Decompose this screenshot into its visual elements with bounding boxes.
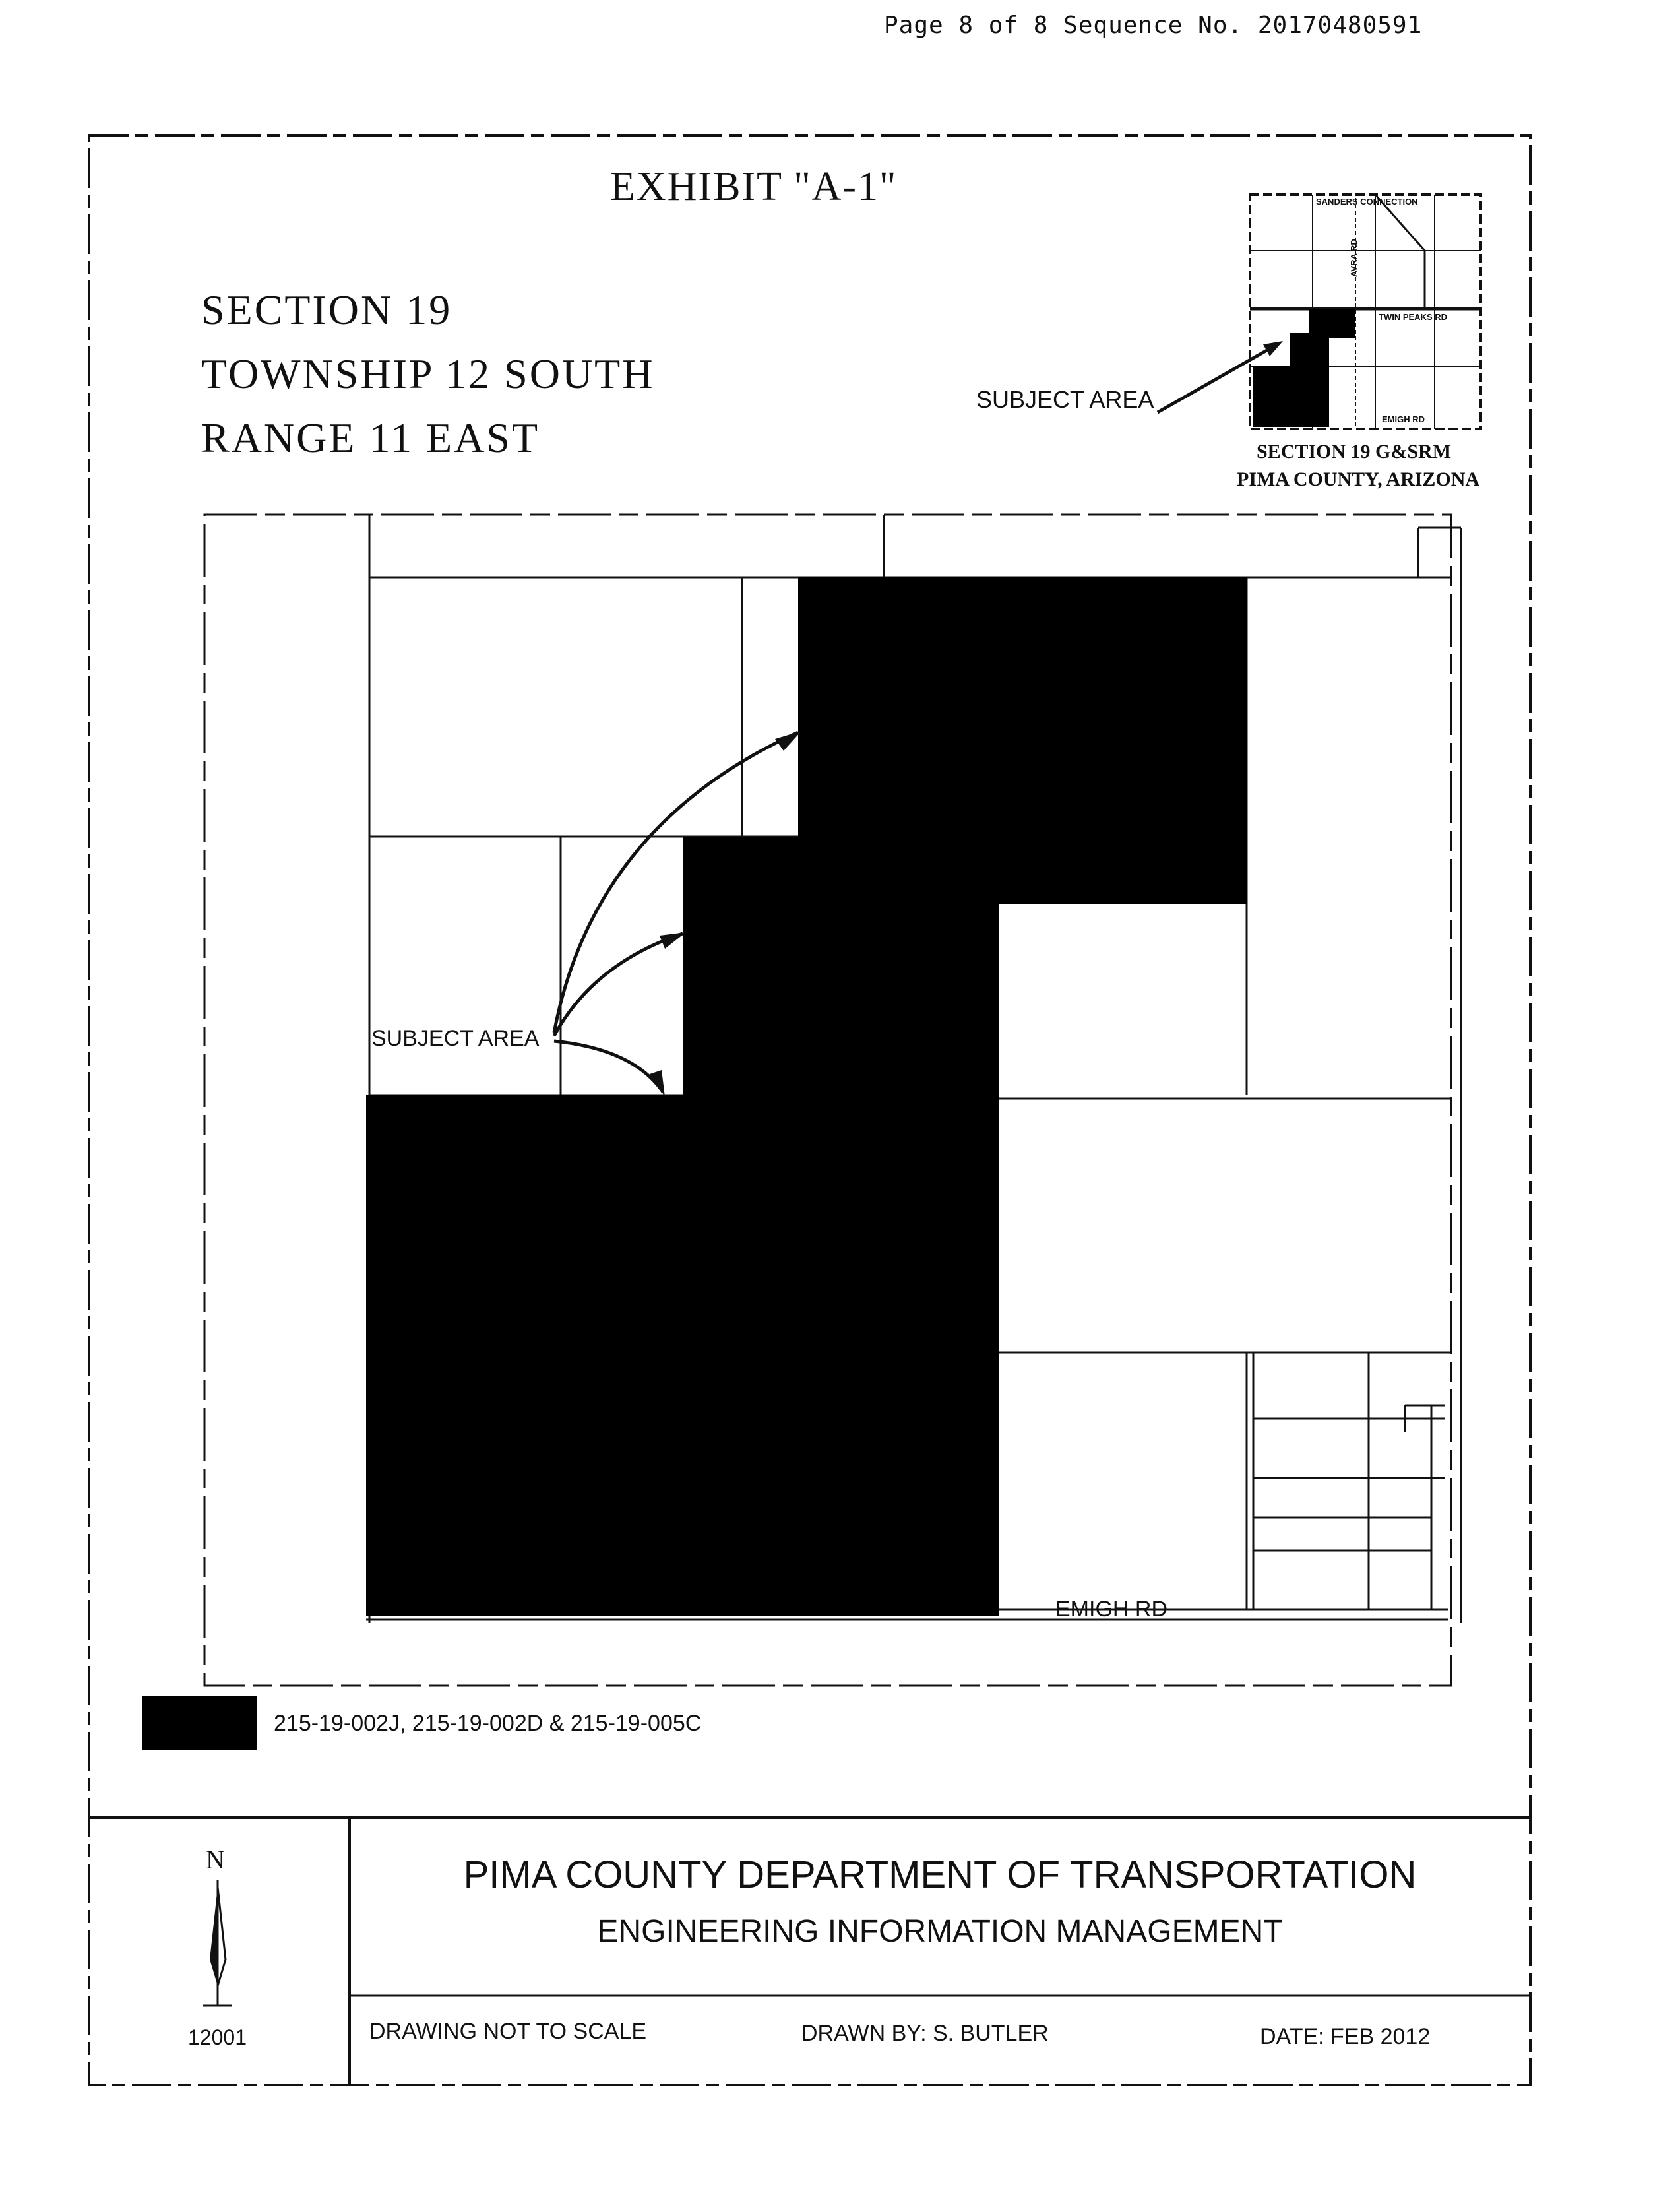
subject-parcels bbox=[366, 577, 1247, 1616]
arrow-to-middle-parcel bbox=[554, 934, 683, 1036]
section-label: SECTION 19 bbox=[201, 286, 452, 333]
inset-subject-area-label: SUBJECT AREA bbox=[976, 386, 1154, 413]
inset-road-twin-peaks: TWIN PEAKS RD bbox=[1379, 312, 1447, 322]
emigh-road-label: EMIGH RD bbox=[1055, 1597, 1167, 1622]
township-label: TOWNSHIP 12 SOUTH bbox=[201, 350, 655, 397]
subject-area-label: SUBJECT AREA bbox=[371, 1026, 540, 1051]
parcel-middle bbox=[683, 837, 999, 1100]
inset-subject-parcels bbox=[1253, 309, 1355, 427]
legend-parcels-label: 215-19-002J, 215-19-002D & 215-19-005C bbox=[274, 1711, 702, 1736]
inset-road-sanders: SANDERS CONNECTION bbox=[1316, 197, 1418, 207]
map-number: 12001 bbox=[188, 2025, 247, 2049]
legend-swatch bbox=[142, 1696, 257, 1750]
department-title: PIMA COUNTY DEPARTMENT OF TRANSPORTATION bbox=[463, 1853, 1417, 1896]
inset-arrow-head bbox=[1263, 341, 1283, 356]
inset-road-avra: AVRA RD bbox=[1349, 239, 1359, 277]
inset-road-emigh: EMIGH RD bbox=[1382, 414, 1425, 424]
scale-note: DRAWING NOT TO SCALE bbox=[369, 2019, 647, 2044]
north-letter: N bbox=[206, 1845, 225, 1874]
arrow-to-south-parcel bbox=[554, 1041, 663, 1092]
exhibit-title: EXHIBIT "A-1" bbox=[610, 164, 898, 209]
inset-caption-county: PIMA COUNTY, ARIZONA bbox=[1237, 468, 1480, 490]
drawn-by: DRAWN BY: S. BUTLER bbox=[801, 2021, 1049, 2046]
inset-caption-section: SECTION 19 G&SRM bbox=[1257, 441, 1452, 462]
page-sequence-header: Page 8 of 8 Sequence No. 20170480591 bbox=[884, 12, 1423, 39]
north-arrow-icon bbox=[203, 1880, 232, 2006]
range-label: RANGE 11 EAST bbox=[201, 414, 540, 461]
parcel-south bbox=[366, 1095, 999, 1616]
drawing-date: DATE: FEB 2012 bbox=[1260, 2024, 1431, 2049]
division-title: ENGINEERING INFORMATION MANAGEMENT bbox=[597, 1914, 1283, 1949]
